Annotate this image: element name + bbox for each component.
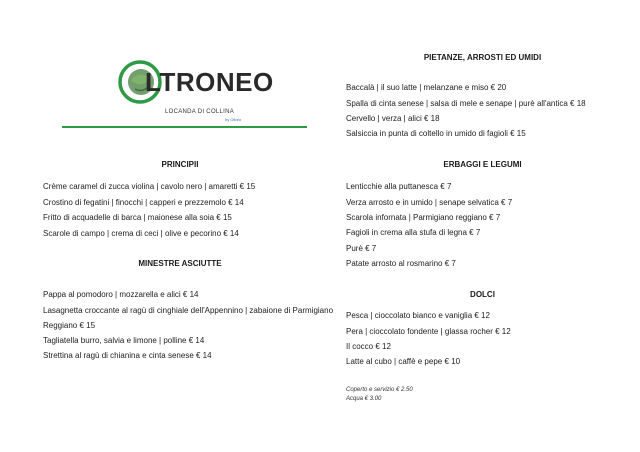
menu-item: Crostino di fegatini | finocchi | capperi e prezzemolo € 14 bbox=[43, 198, 244, 207]
menu-item: Tagliatella burro, salvia e limone | polline € 14 bbox=[43, 336, 205, 345]
restaurant-logo bbox=[115, 55, 274, 130]
note-coperto: Coperto e servizio € 2.50 bbox=[346, 387, 413, 393]
menu-item: Patate arrosto al rosmarino € 7 bbox=[346, 259, 456, 268]
logo-underline bbox=[62, 126, 307, 128]
menu-item: Il cocco € 12 bbox=[346, 342, 391, 351]
menu-item: Fagioli in crema alla stufa di legna € 7 bbox=[346, 228, 481, 237]
menu-item: Lenticchie alla puttanesca € 7 bbox=[346, 182, 452, 191]
menu-item: Scarole di campo | crema di ceci | olive e pecorino € 14 bbox=[43, 229, 239, 238]
menu-item: Lasagnetta croccante al ragù di cinghiale dell'Appennino | zabaione di Parmigiano bbox=[43, 306, 334, 315]
menu-item: Verza arrosto e in umido | senape selvatica € 7 bbox=[346, 198, 513, 207]
note-acqua: Acqua € 3.00 bbox=[346, 396, 382, 402]
logo-subtitle: LOCANDA DI COLLINA bbox=[165, 109, 235, 115]
menu-item: Crème caramel di zucca violina | cavolo nero | amaretti € 15 bbox=[43, 182, 256, 191]
logo-wordmark: LTRONEO bbox=[145, 67, 274, 97]
logo-small-mark: by Oltreo bbox=[225, 117, 242, 122]
section-title-principi: PRINCIPII bbox=[161, 160, 199, 169]
menu-item: Pesca | cioccolato bianco e vaniglia € 12 bbox=[346, 311, 490, 320]
menu-item: Pera | cioccolato fondente | glassa rocher € 12 bbox=[346, 327, 511, 336]
menu-item: Purè € 7 bbox=[346, 244, 377, 253]
menu-item: Reggiano € 15 bbox=[43, 321, 96, 330]
menu-item: Pappa al pomodoro | mozzarella e alici € 14 bbox=[43, 290, 199, 299]
menu-item: Spalla di cinta senese | salsa di mele e senape | purè all'antica € 18 bbox=[346, 99, 586, 108]
section-title-erbaggi: ERBAGGI E LEGUMI bbox=[443, 160, 522, 169]
menu-item: Cervello | verza | alici € 18 bbox=[346, 114, 440, 123]
section-title-minestre: MINESTRE ASCIUTTE bbox=[138, 259, 222, 268]
menu-item: Scarola infornata | Parmigiano reggiano € 7 bbox=[346, 213, 501, 222]
menu-item: Baccalà | il suo latte | melanzane e miso € 20 bbox=[346, 83, 507, 92]
menu-item: Salsiccia in punta di coltello in umido di fagioli € 15 bbox=[346, 129, 526, 138]
section-title-pietanze: PIETANZE, ARROSTI ED UMIDI bbox=[423, 53, 542, 62]
menu-item: Latte al cubo | caffè e pepe € 10 bbox=[346, 357, 461, 366]
menu-item: Strettina al ragù di chianina e cinta senese € 14 bbox=[43, 351, 212, 360]
section-title-dolci: DOLCI bbox=[470, 290, 495, 299]
menu-item: Fritto di acquadelle di barca | maionese alla soia € 15 bbox=[43, 213, 232, 222]
